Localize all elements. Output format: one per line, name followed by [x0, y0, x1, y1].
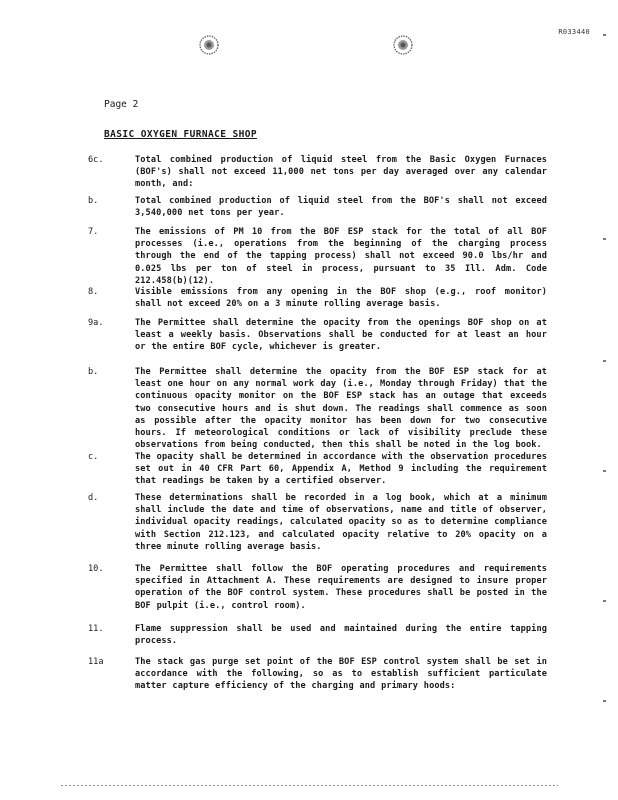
- page-label: Page 2: [104, 99, 139, 110]
- item-text: The stack gas purge set point of the BOF ESP control system shall be set in accordance with the following, so as to establish sufficient particulate matter capture efficiency of the charging and primary hoods:: [135, 657, 547, 692]
- item-number: 9a.: [88, 318, 104, 328]
- punch-hole-icon: [198, 34, 220, 56]
- item-text: These determinations shall be recorded in a log book, which at a minimum shall include the date and time of observations, name and title of observer, individual opacity readings, calculated opacity so as to determine compliance with Section 212.123, and calculated opacity relative to 20% opacity on a three minute rolling average basis.: [135, 493, 547, 552]
- scan-mark: [603, 34, 606, 36]
- item-text: The opacity shall be determined in accordance with the observation procedures set out in 40 CFR Part 60, Appendix A, Method 9 including the requirement that readings be taken by a certified observer.: [135, 452, 547, 487]
- item-text: The Permittee shall follow the BOF operating procedures and requirements specified in Attachment A. These requirements are designed to insure proper operation of the BOF control system. These procedures shall be posted in the BOF pulpit (i.e., control room).: [135, 564, 547, 611]
- item-text: Flame suppression shall be used and maintained during the entire tapping process.: [135, 624, 547, 647]
- section-heading: BASIC OXYGEN FURNACE SHOP: [104, 129, 257, 140]
- item-number: 8.: [88, 287, 99, 297]
- item-number: d.: [88, 493, 99, 503]
- item-number: 6c.: [88, 155, 104, 165]
- scan-mark: [603, 470, 606, 472]
- scan-mark: [603, 360, 606, 362]
- item-number: b.: [88, 196, 99, 206]
- item-text: Visible emissions from any opening in the BOF shop (e.g., roof monitor) shall not exceed 20% on a 3 minute rolling average basis.: [135, 287, 547, 310]
- item-number: c.: [88, 452, 99, 462]
- scan-mark: [603, 700, 606, 702]
- item-number: 7.: [88, 227, 99, 237]
- scan-noise-footer: [60, 784, 558, 787]
- item-text: Total combined production of liquid steel from the Basic Oxygen Furnaces (BOF's) shall not exceed 11,000 net tons per day averaged over any calendar month, and:: [135, 155, 547, 190]
- item-text: The Permittee shall determine the opacity from the BOF ESP stack for at least one hour on any normal work day (i.e., Monday through Friday) that the continuous opacity monitor on the BOF ESP stack has an outage that exceeds two consecutive hours and is shut down. The readings shall commence as soon as possible after the opacity monitor has been down for two consecutive hours. If meteorological conditions or lack of visibility preclude these observations from being conducted, then this shall be noted in the log book.: [135, 367, 547, 451]
- item-number: b.: [88, 367, 99, 377]
- item-text: Total combined production of liquid steel from the BOF's shall not exceed 3,540,000 net tons per year.: [135, 196, 547, 219]
- scan-mark: [603, 238, 606, 240]
- item-number: 11.: [88, 624, 104, 634]
- punch-hole-icon: [392, 34, 414, 56]
- item-text: The emissions of PM 10 from the BOF ESP stack for the total of all BOF processes (i.e., operations from the beginning of the charging process through the end of the tapping process) shall not exceed 90.0 lbs/hr and 0.025 lbs per ton of steel in process, pursuant to 35 Ill. Adm. Code 212.458(b)(12).: [135, 227, 547, 286]
- item-number: 11a: [88, 657, 104, 667]
- scan-mark: [603, 600, 606, 602]
- document-id: R033440: [558, 28, 590, 36]
- item-text: The Permittee shall determine the opacity from the openings BOF shop on at least a weekly basis. Observations shall be conducted for at least an hour or the entire BOF cycle, whichever is greater.: [135, 318, 547, 353]
- item-number: 10.: [88, 564, 104, 574]
